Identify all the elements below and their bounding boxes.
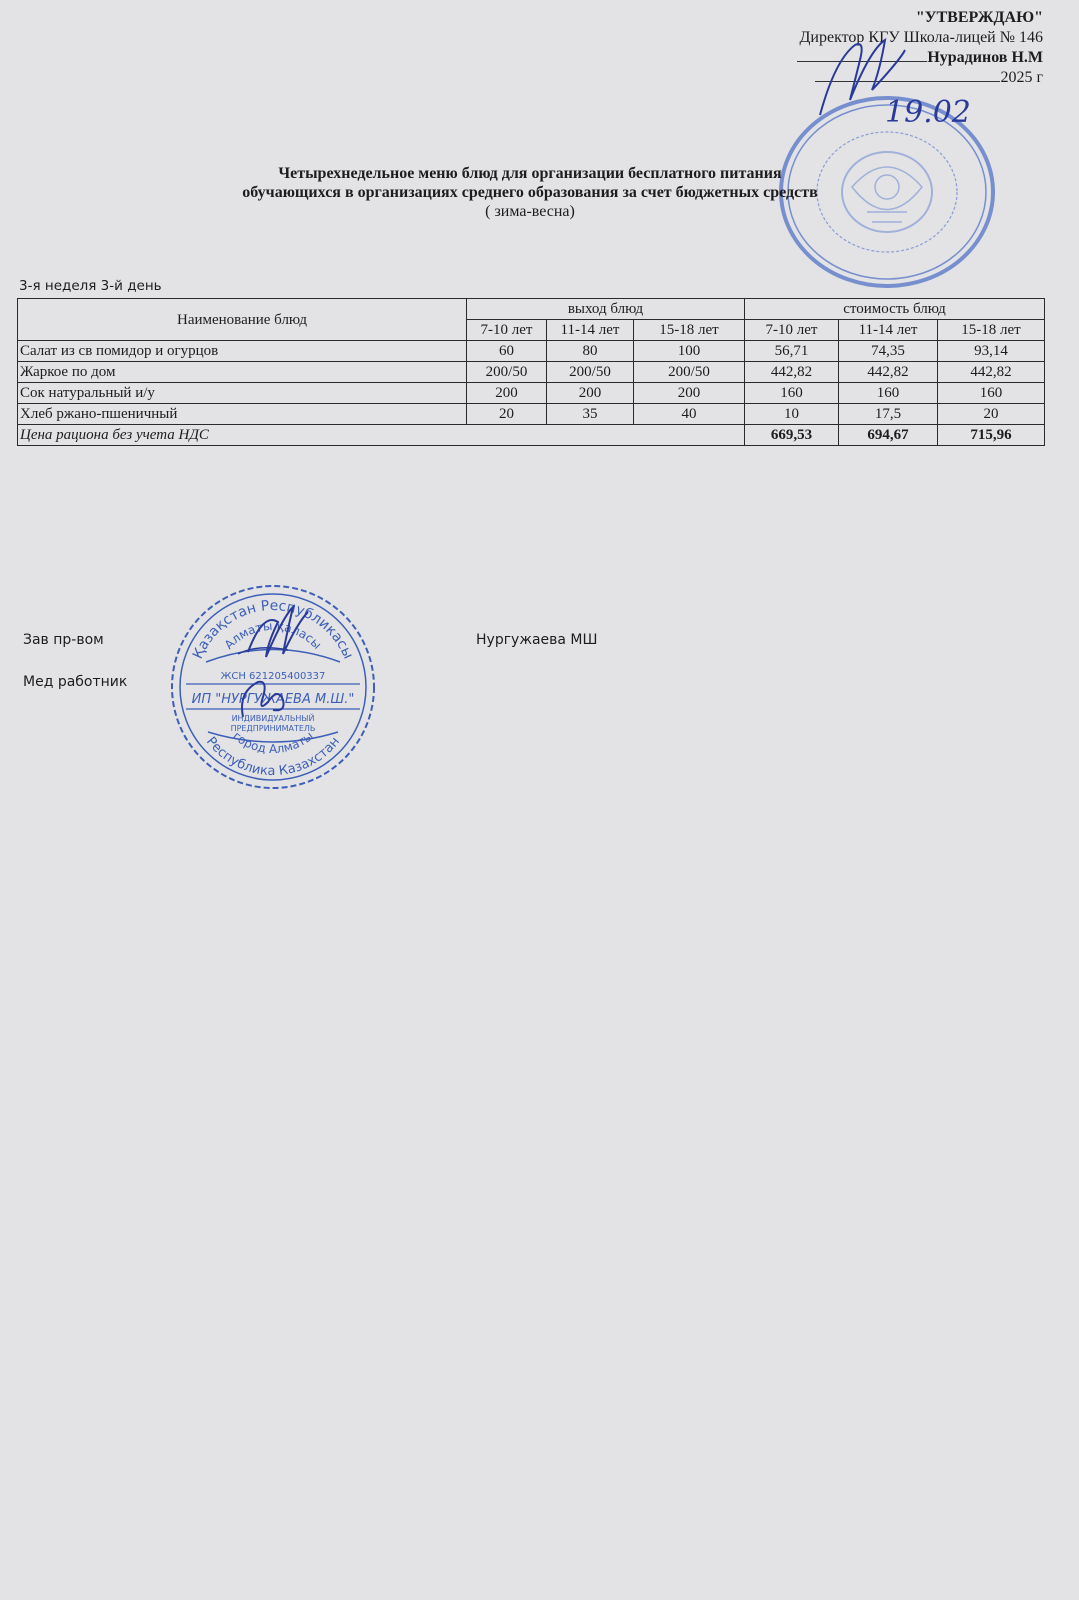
- total-cost-cell: 669,53: [745, 425, 839, 446]
- approval-year: 2025 г: [1000, 69, 1043, 86]
- stamp-inner-top: Алматы қаласы: [221, 618, 325, 652]
- cost-cell: 93,14: [938, 341, 1045, 362]
- yield-cell: 60: [467, 341, 547, 362]
- dish-name: Сок натуральный и/у: [18, 383, 467, 404]
- cost-cell: 160: [938, 383, 1045, 404]
- total-label: Цена рациона без учета НДС: [18, 425, 745, 446]
- yield-cell: 200/50: [634, 362, 745, 383]
- table-row: [18, 383, 1045, 404]
- entrepreneur-stamp: [168, 582, 378, 792]
- week-day-label: 3-я неделя 3-й день: [19, 278, 162, 294]
- cost-cell: 74,35: [839, 341, 938, 362]
- dish-name: Салат из св помидор и огурцов: [18, 341, 467, 362]
- cost-cell: 160: [839, 383, 938, 404]
- document-title: [150, 164, 910, 221]
- header-yield-age: 7-10 лет: [467, 320, 547, 341]
- cost-cell: 56,71: [745, 341, 839, 362]
- total-cost-cell: 694,67: [839, 425, 938, 446]
- header-yield-age: 15-18 лет: [634, 320, 745, 341]
- cost-cell: 160: [745, 383, 839, 404]
- cost-cell: 442,82: [938, 362, 1045, 383]
- yield-cell: 200/50: [467, 362, 547, 383]
- yield-cell: 200/50: [547, 362, 634, 383]
- cost-cell: 442,82: [839, 362, 938, 383]
- yield-cell: 20: [467, 404, 547, 425]
- yield-cell: 200: [547, 383, 634, 404]
- stamp-type-2: ПРЕДПРИНИМАТЕЛЬ: [230, 724, 316, 733]
- director-signature: [810, 20, 1020, 135]
- header-cost-age: 7-10 лет: [745, 320, 839, 341]
- total-row: [18, 425, 1045, 446]
- approval-name: Нурадинов Н.М: [927, 49, 1043, 66]
- svg-text:Республика Казахстан: [203, 734, 343, 779]
- stamp-bottom-outer: Республика Казахстан: [203, 734, 343, 780]
- menu-table: [17, 298, 1045, 446]
- approval-heading: "УТВЕРЖДАЮ": [915, 9, 1043, 26]
- yield-cell: 80: [547, 341, 634, 362]
- title-line-1: Четырехнедельное меню блюд для организации бесплатного питания: [278, 165, 782, 182]
- table-row: [18, 362, 1045, 383]
- production-head-label: Зав пр-вом: [23, 632, 104, 648]
- cost-cell: 17,5: [839, 404, 938, 425]
- dish-name: Жаркое по дом: [18, 362, 467, 383]
- production-head-name: Нургужаева МШ: [476, 632, 598, 648]
- cost-cell: 442,82: [745, 362, 839, 383]
- yield-cell: 100: [634, 341, 745, 362]
- yield-cell: 200: [634, 383, 745, 404]
- table-row: [18, 404, 1045, 425]
- yield-cell: 40: [634, 404, 745, 425]
- medic-label: Мед работник: [23, 674, 128, 690]
- total-cost-cell: 715,96: [938, 425, 1045, 446]
- header-cost-age: 11-14 лет: [839, 320, 938, 341]
- stamp-id: ЖСН 621205400337: [220, 671, 326, 682]
- cost-cell: 10: [745, 404, 839, 425]
- approval-position: Директор КГУ Школа-лицей № 146: [799, 29, 1043, 46]
- header-cost-age: 15-18 лет: [938, 320, 1045, 341]
- yield-cell: 200: [467, 383, 547, 404]
- stamp-type-1: ИНДИВИДУАЛЬНЫЙ: [231, 714, 315, 723]
- yield-cell: 35: [547, 404, 634, 425]
- header-yield-group: выход блюд: [467, 299, 745, 320]
- title-line-2: обучающихся в организациях среднего образования за счет бюджетных средств: [242, 184, 818, 201]
- title-season: ( зима-весна): [485, 203, 575, 220]
- stamp-bottom-inner: город Алматы: [230, 728, 316, 756]
- header-cost-group: стоимость блюд: [745, 299, 1045, 320]
- header-dish-name: Наименование блюд: [18, 299, 467, 341]
- stamp-name: ИП "НУРГУЖАЕВА М.Ш.": [191, 692, 355, 707]
- header-row-groups: [18, 299, 1045, 320]
- table-row: [18, 341, 1045, 362]
- handwritten-date: 19.02: [885, 95, 971, 130]
- stamp-outer-top: Қазақстан Республикасы: [189, 597, 357, 662]
- header-yield-age: 11-14 лет: [547, 320, 634, 341]
- cost-cell: 20: [938, 404, 1045, 425]
- dish-name: Хлеб ржано-пшеничный: [18, 404, 467, 425]
